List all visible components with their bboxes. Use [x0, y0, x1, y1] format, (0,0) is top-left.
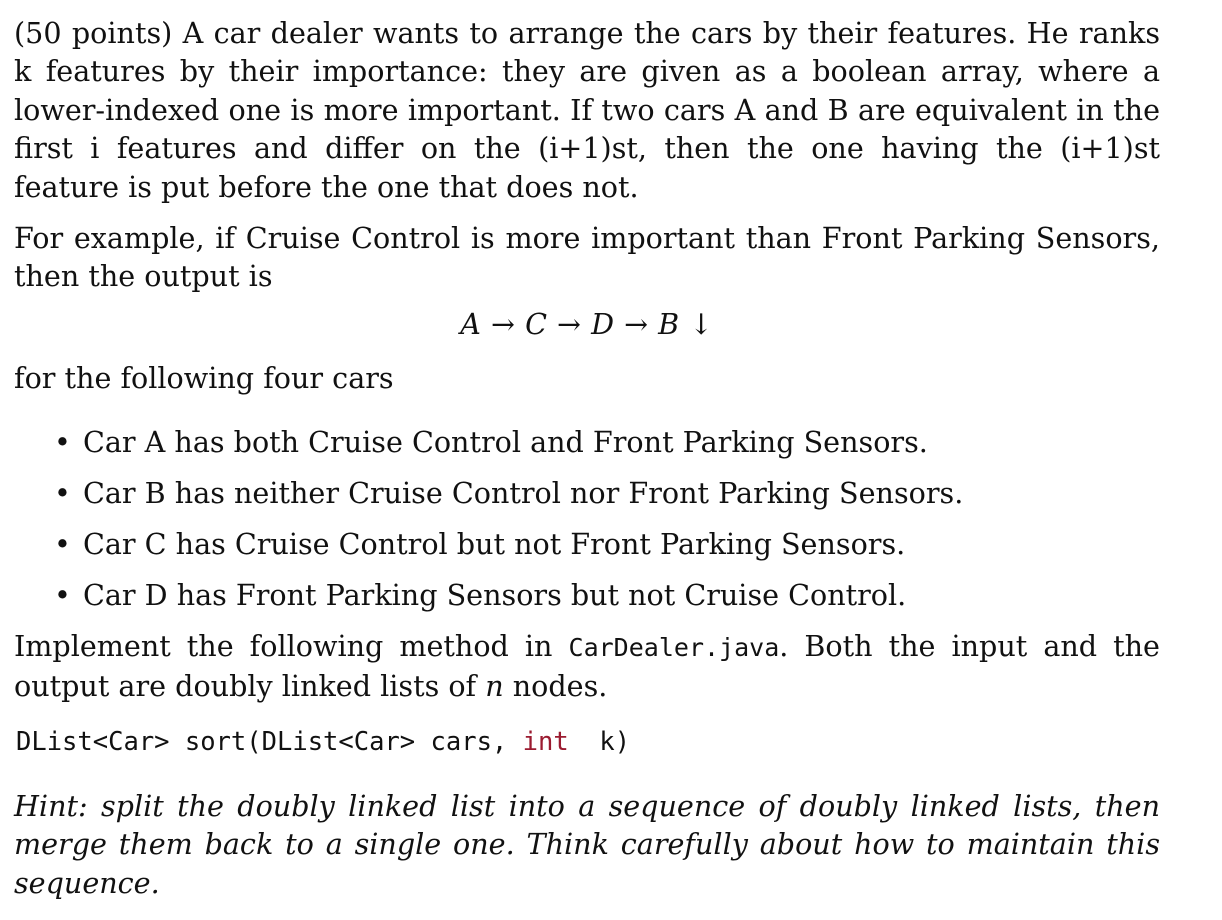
implementation-text-end: nodes.: [503, 669, 608, 704]
cars-intro-paragraph: for the following four cars: [14, 361, 394, 396]
car-list: [14, 423, 1160, 614]
list-item-text: Car D has Front Parking Sensors but not Cruise Control.: [83, 577, 907, 612]
signature-end: k): [568, 726, 631, 757]
list-item: [14, 423, 1160, 461]
problem-intro-paragraph: (50 points) A car dealer wants to arrange the cars by their features. He ranks k features by their importance: they are given as a boolean array, where a lower-indexed one is more important. If two cars A and B are equivalent in the first i features and differ on the (i+1)st, then the one having the (i+1)st feature is put before the one that does not.: [14, 16, 1160, 204]
list-item: [14, 474, 1160, 512]
bullet-icon: •: [54, 577, 71, 612]
list-item-text: Car B has neither Cruise Control nor Front Parking Sensors.: [83, 475, 964, 510]
filename-code: CarDealer.java: [568, 633, 780, 663]
hint-paragraph: Hint: split the doubly linked list into a sequence of doubly linked lists, then merge them back to a single one. Think carefully about how to maintain this sequence.: [14, 788, 1160, 900]
variable-n: n: [485, 669, 504, 704]
implementation-text-middle: . Both the input and the output are doubly linked lists of: [14, 629, 1160, 704]
list-item: [14, 576, 1160, 614]
list-item: [14, 525, 1160, 563]
implementation-text-start: Implement the following method in: [14, 629, 569, 664]
list-item-text: Car A has both Cruise Control and Front Parking Sensors.: [83, 424, 928, 459]
problem-statement: [14, 14, 1160, 902]
method-signature: [16, 723, 1160, 761]
signature-start: DList<Car> sort(DList<Car> cars,: [16, 726, 523, 757]
bullet-icon: •: [54, 475, 71, 510]
signature-keyword: int: [522, 726, 569, 757]
implementation-paragraph: [14, 627, 1160, 706]
example-output-formula: A → C → D → B ↓: [460, 306, 714, 341]
bullet-icon: •: [54, 424, 71, 459]
example-paragraph: For example, if Cruise Control is more important than Front Parking Sensors, then the output is: [14, 221, 1160, 294]
bullet-icon: •: [54, 526, 71, 561]
list-item-text: Car C has Cruise Control but not Front Parking Sensors.: [83, 526, 906, 561]
